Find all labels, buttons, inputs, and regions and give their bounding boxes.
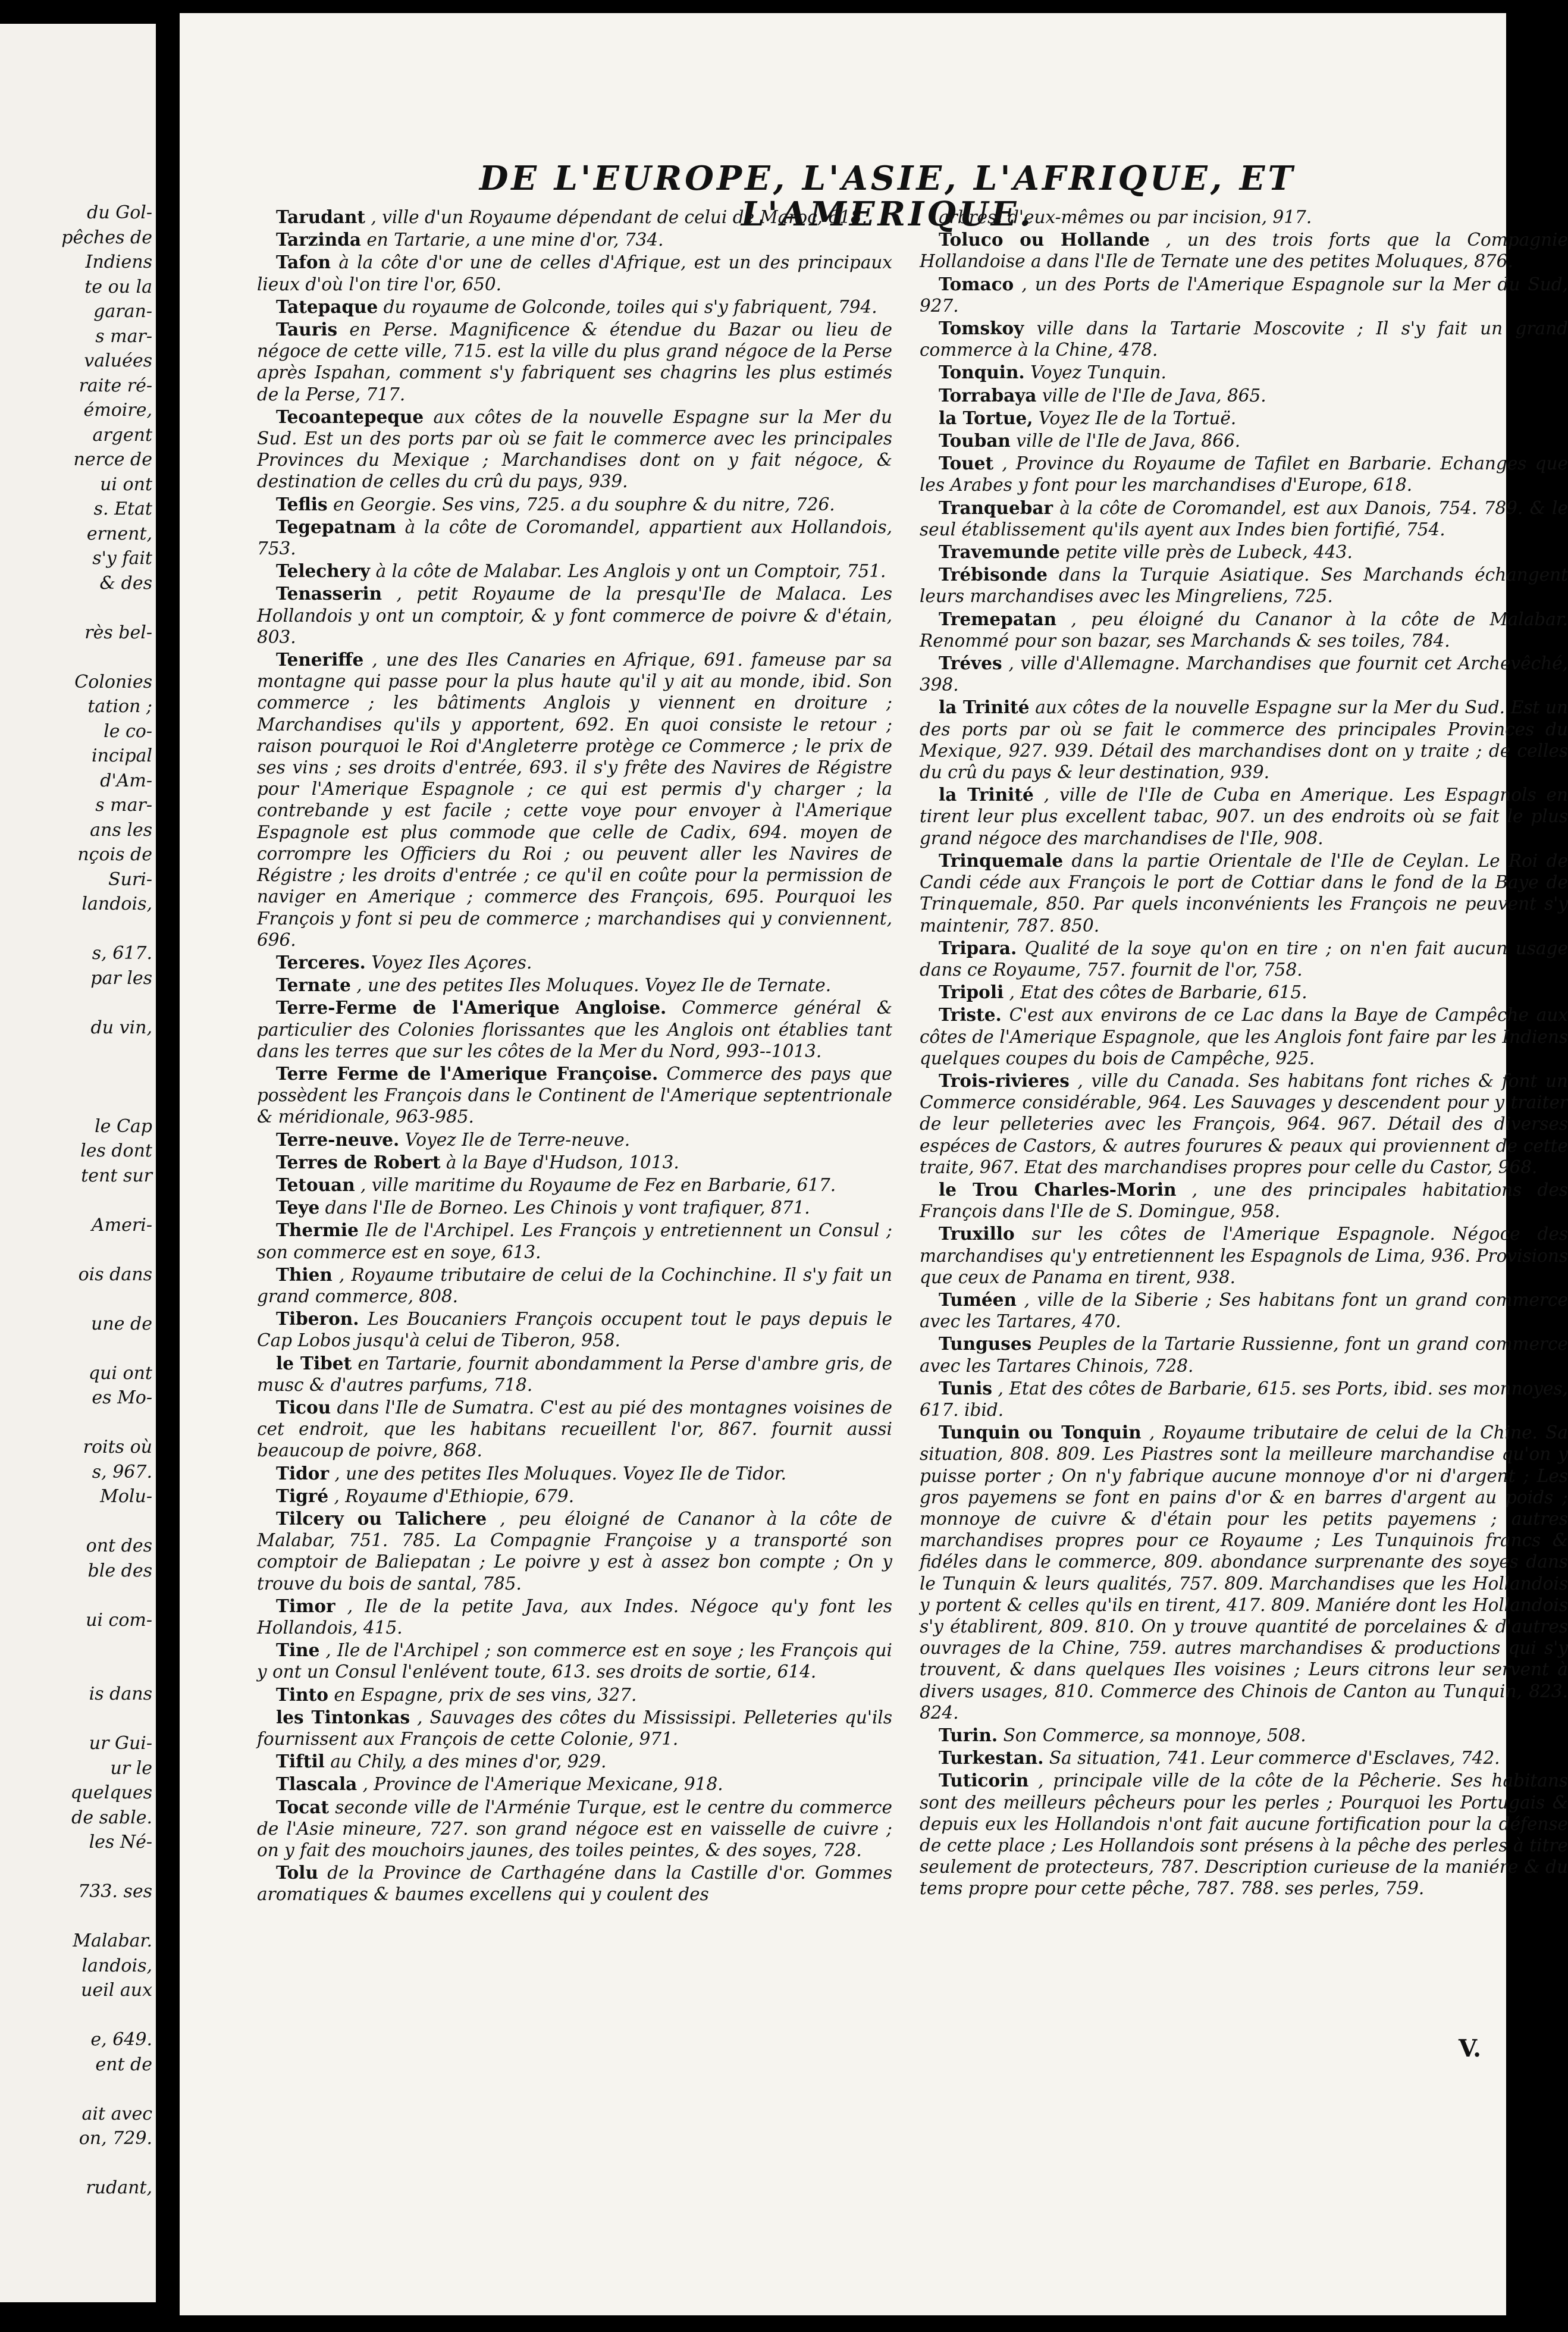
entry-headword: Tunis bbox=[939, 1377, 992, 1399]
fragment-line: émoire, bbox=[83, 400, 152, 421]
entry-text: Voyez Ile de la Tortuë. bbox=[1038, 408, 1237, 428]
entry-text: , ville de la Siberie ; Ses habitans font un grand commerce avec les Tartares, 470. bbox=[920, 1289, 1568, 1332]
entry-headword: Teflis bbox=[276, 493, 328, 515]
index-entry bbox=[920, 982, 1568, 1003]
fragment-line: ent de bbox=[95, 2054, 152, 2075]
entry-headword: Thien bbox=[276, 1264, 333, 1285]
entry-text: C'est aux environs de ce Lac dans la Baye de Campêche aux côtes de l'Amerique Espagnole, que les Anglois font faire par les Indiens quelques coupes du bois de Campêche, 925. bbox=[920, 1005, 1568, 1068]
entry-headword: Tauris bbox=[276, 319, 338, 340]
entry-text: en Perse. Magnificence & étendue du Bazar ou lieu de négoce de cette ville, 715. est la ville du plus grand négoce de la Perse après Ispahan, comment s'y fabriquent ses chagrins les plus estimés de la Perse, 717. bbox=[257, 319, 892, 405]
entry-headword: Tunquin ou Tonquin bbox=[939, 1422, 1141, 1443]
entry-text: , Province de l'Amerique Mexicane, 918. bbox=[362, 1774, 723, 1795]
index-entry bbox=[257, 1508, 892, 1594]
left-column bbox=[257, 206, 892, 1907]
entry-text: , ville de l'Ile de Cuba en Amerique. Les Espagnols en tirent leur plus excellent tabac, 907. un des endroits où se fait le plus grand négoce des marchandises de l'Ile, 908. bbox=[920, 785, 1568, 848]
entry-text: ville dans la Tartarie Moscovite ; Il s'y fait un grand commerce à la Chine, 478. bbox=[920, 318, 1568, 361]
fragment-line: landois, bbox=[81, 1955, 152, 1976]
fragment-line: ueil aux bbox=[81, 1980, 152, 2001]
entry-headword: Terceres. bbox=[276, 951, 366, 973]
entry-text: Voyez Iles Açores. bbox=[371, 952, 532, 973]
fragment-line: ait avec bbox=[81, 2103, 152, 2124]
index-entry bbox=[920, 497, 1568, 540]
entry-text: , Province du Royaume de Tafilet en Barbarie. Echanges que les Arabes y font pour les marchandises d'Europe, 618. bbox=[920, 453, 1568, 496]
index-entry bbox=[920, 1179, 1568, 1222]
entry-headword: Timor bbox=[276, 1595, 335, 1616]
entry-text: , Etat des côtes de Barbarie, 615. bbox=[1009, 982, 1307, 1003]
catchword: V. bbox=[1459, 2035, 1481, 2063]
fragment-line: les Né- bbox=[89, 1832, 152, 1853]
index-entry bbox=[920, 1725, 1568, 1746]
entry-text: , Etat des côtes de Barbarie, 615. ses Ports, ibid. ses monnoyes, 617. ibid. bbox=[920, 1378, 1568, 1420]
index-entry bbox=[920, 385, 1568, 406]
fragment-line: incipal bbox=[92, 745, 152, 766]
fragment-line: tation ; bbox=[87, 696, 152, 717]
entry-headword: le Tibet bbox=[276, 1352, 352, 1374]
entry-headword: Tidor bbox=[276, 1462, 330, 1484]
fragment-line: Suri- bbox=[108, 869, 152, 890]
entry-text: aux côtes de la nouvelle Espagne sur la Mer du Sud. Est un des ports par où se fait le commerce des principales Provinces du Mexique, 927. 939. Détail des marchandises dont on y traite ; de celles du crû du pays & leur destination, 939. bbox=[920, 697, 1568, 783]
entry-text: à la côte de Coromandel, est aux Danois, 754. 789. & le seul établissement qu'ils ayent aux Indes bien fortifié, 754. bbox=[920, 497, 1568, 540]
fragment-line: d'Am- bbox=[100, 770, 152, 791]
entry-headword: Tranquebar bbox=[939, 497, 1053, 518]
index-entry bbox=[920, 1004, 1568, 1069]
index-entry bbox=[920, 1070, 1568, 1178]
index-entry bbox=[257, 1264, 892, 1307]
entry-text: , une des Iles Canaries en Afrique, 691. fameuse par sa montagne qui passe pour la plus haute qu'il y ait au monde, ibid. Son commerce ; les bâtiments Anglois y viennent en droiture ; Marchandises qu'ils y apportent, 692. En quoi consiste le retour ; raison pourquoi le Roi d'Angleterre protège ce Commerce ; le prix de ses vins ; ses droits d'entrée, 693. il s'y frête des Navires de Régistre pour l'Amerique Espagnole ; ce qui est permis d'y charger ; la contrebande y est facile ; cette voye pour envoyer à l'Amerique Espagnole est plus commode que celle de Cadix, 694. moyen de corrompre les Officiers du Roi ; ou peuvent aller les Navires de Régistre ; les droits d'entrée ; ce qu'il en coûte pour la permission de naviger en Amerique ; commerce des François, 695. Pourquoi les François y font si peu de commerce ; marchandises qui y conviennent, 696. bbox=[257, 650, 892, 950]
fragment-line: Ameri- bbox=[92, 1214, 152, 1236]
entry-headword: Terre Ferme de l'Amerique Françoise. bbox=[276, 1062, 658, 1084]
entry-headword: Touban bbox=[939, 430, 1011, 452]
index-entry bbox=[920, 408, 1568, 429]
fragment-line: du Gol- bbox=[87, 202, 152, 223]
index-entry bbox=[920, 430, 1568, 452]
fragment-line: du vin, bbox=[90, 1017, 152, 1038]
entry-text: en Georgie. Ses vins, 725. a du souphre & du nitre, 726. bbox=[333, 494, 835, 515]
entry-text: , ville d'Allemagne. Marchandises que fournit cet Archevêché, 398. bbox=[920, 653, 1568, 695]
entry-headword: Triste. bbox=[939, 1004, 1002, 1026]
entry-headword: Tripara. bbox=[939, 937, 1017, 958]
entry-text: , Royaume tributaire de celui de la Chine. Sa situation, 808. 809. Les Piastres sont la meilleure marchandise qu'on y puisse porter ; On n'y fabrique aucune monnoye d'or ni d'argent ; Les gros payemens se font en pains d'or & en barres d'argent au poids ; monnoye de cuivre & d'étain pour les petits payemens ; autres marchandises propres pour ce Royaume ; Les Tunquinois francs & fidéles dans le commerce, 809. abondance surprenante des soyes dans le Tunquin & leurs qualités, 757. 809. Marchandises que les Hollandois y portent & celles qu'ils en tirent, 417. 809. Maniére dont les Hollandois s'y établirent, 809. 810. On y trouve quantité de porcelaines & d'autres ouvrages de la Chine, 759. autres marchandises & productions qui s'y trouvent, & dans quelques Iles voisines ; Leurs citrons leur servent à divers usages, 810. Commerce des Chinois de Canton au Tunquin, 823. 824. bbox=[920, 1422, 1568, 1723]
entry-headword: Touet bbox=[939, 453, 994, 474]
entry-headword: Travemunde bbox=[939, 541, 1060, 563]
entry-text: en Tartarie, a une mine d'or, 734. bbox=[366, 230, 664, 250]
fragment-line: ernent, bbox=[86, 523, 152, 544]
fragment-line: ur Gui- bbox=[89, 1733, 152, 1754]
entry-headword: Tocat bbox=[276, 1796, 329, 1817]
entry-headword: Tonquin. bbox=[939, 362, 1025, 383]
entry-headword: Tarudant bbox=[276, 206, 366, 227]
fragment-line: ui com- bbox=[86, 1609, 152, 1631]
entry-text: de la Province de Carthagéne dans la Castille d'or. Gommes aromatiques & baumes excellens qui y coulent des bbox=[257, 1863, 892, 1905]
entry-headword: les Tintonkas bbox=[276, 1706, 410, 1728]
entry-headword: Truxillo bbox=[939, 1223, 1015, 1245]
index-entry bbox=[257, 1640, 892, 1682]
entry-headword: Tigré bbox=[276, 1485, 329, 1506]
index-entry bbox=[257, 516, 892, 559]
index-entry bbox=[257, 1797, 892, 1861]
fragment-line: ui ont bbox=[100, 474, 152, 495]
index-entry bbox=[920, 784, 1568, 849]
entry-headword: Tuticorin bbox=[939, 1770, 1029, 1791]
fragment-line: ble des bbox=[87, 1560, 152, 1581]
fragment-line: tent sur bbox=[81, 1165, 152, 1186]
fragment-line: s. Etat bbox=[93, 499, 152, 519]
fragment-line: s mar- bbox=[95, 795, 152, 816]
index-entry bbox=[257, 1751, 892, 1772]
entry-headword: Tiberon. bbox=[276, 1308, 359, 1330]
fragment-line: & des bbox=[99, 572, 152, 594]
entry-text: , une des petites Iles Moluques. Voyez Ile de Tidor. bbox=[334, 1463, 787, 1484]
fragment-line: les dont bbox=[80, 1140, 152, 1161]
fragment-line: s, 967. bbox=[92, 1461, 152, 1482]
index-entry bbox=[257, 1773, 892, 1795]
index-entry bbox=[920, 1333, 1568, 1376]
entry-text: , ville maritime du Royaume de Fez en Barbarie, 617. bbox=[360, 1174, 836, 1195]
entry-text: dans la Turquie Asiatique. Ses Marchands échangent leurs marchandises avec les Mingreliens, 725. bbox=[920, 565, 1568, 607]
entry-text: en Espagne, prix de ses vins, 327. bbox=[334, 1684, 637, 1705]
index-entry bbox=[257, 1463, 892, 1484]
fragment-line: ans les bbox=[90, 819, 152, 841]
entry-text: , Ile de la petite Java, aux Indes. Négoce qu'y font les Hollandois, 415. bbox=[257, 1596, 892, 1638]
entry-headword: Torrabaya bbox=[939, 384, 1037, 406]
entry-headword: le Trou Charles-Morin bbox=[939, 1178, 1177, 1200]
entry-text: Voyez Ile de Terre-neuve. bbox=[404, 1129, 631, 1150]
entry-text: petite ville près de Lubeck, 443. bbox=[1065, 542, 1353, 563]
fragment-line: s, 617. bbox=[92, 943, 152, 964]
index-entry bbox=[920, 1378, 1568, 1421]
entry-headword: Tinto bbox=[276, 1684, 328, 1705]
entry-text: ville de l'Ile de Java, 866. bbox=[1016, 431, 1241, 452]
index-entry bbox=[920, 1422, 1568, 1723]
entry-text: dans l'Ile de Borneo. Les Chinois y vont trafiquer, 871. bbox=[325, 1198, 810, 1218]
entry-text: Qualité de la soye qu'on en tire ; on n'en fait aucun usage dans ce Royaume, 757. fournit de l'or, 758. bbox=[920, 938, 1568, 980]
entry-headword: Tecoantepeque bbox=[276, 406, 424, 427]
index-entry bbox=[257, 1596, 892, 1638]
index-entry bbox=[920, 609, 1568, 651]
index-entry bbox=[257, 296, 892, 318]
fragment-line: une de bbox=[91, 1313, 152, 1334]
entry-text: seconde ville de l'Arménie Turque, est le centre du commerce de l'Asie mineure, 727. son grand négoce est en vaisselle de cuivre ; on y fait des mouchoirs jaunes, des toiles peintes, & des soyes, 728. bbox=[257, 1797, 892, 1861]
document-page bbox=[180, 13, 1568, 2315]
index-entry bbox=[257, 1152, 892, 1173]
entry-headword: Tomskoy bbox=[939, 318, 1024, 339]
facing-page-fragment bbox=[0, 24, 156, 2302]
fragment-line: valuées bbox=[84, 350, 152, 371]
entry-headword: Trébisonde bbox=[939, 564, 1048, 585]
index-entry bbox=[257, 1220, 892, 1262]
entry-text: à la côte de Coromandel, appartient aux Hollandois, 753. bbox=[257, 516, 892, 559]
index-entry bbox=[257, 1063, 892, 1128]
fragment-line: ont des bbox=[86, 1535, 152, 1556]
index-entry bbox=[257, 952, 892, 973]
index-entry bbox=[257, 1129, 892, 1151]
index-entry bbox=[920, 1747, 1568, 1769]
fragment-line: landois, bbox=[81, 894, 152, 914]
entry-headword: Terre-Ferme de l'Amerique Angloise. bbox=[276, 997, 667, 1018]
index-entry bbox=[920, 229, 1568, 272]
entry-headword: Teye bbox=[276, 1197, 320, 1218]
fragment-line: raite ré- bbox=[79, 375, 152, 396]
fragment-line: le Cap bbox=[95, 1115, 152, 1137]
entry-headword: Telechery bbox=[276, 560, 371, 582]
fragment-line: quelques bbox=[70, 1782, 152, 1803]
fragment-line: Molu- bbox=[100, 1486, 152, 1507]
index-entry bbox=[257, 406, 892, 493]
index-entry bbox=[257, 997, 892, 1062]
entry-headword: Tiftil bbox=[276, 1751, 325, 1772]
index-entry bbox=[257, 583, 892, 648]
fragment-line: e, 649. bbox=[90, 2029, 152, 2050]
entry-headword: la Trinité bbox=[939, 697, 1030, 718]
fragment-line: s mar- bbox=[95, 325, 152, 347]
index-entry bbox=[920, 850, 1568, 936]
entry-headword: Tenasserin bbox=[276, 583, 382, 604]
entry-text: , principale ville de la côte de la Pêcherie. Ses habitans sont des meilleurs pêcheurs pour les perles ; Pourquoi les Portugais & depuis eux les Hollandois n'ont fait aucune fortification pour la défense de cette place ; Les Hollandois sont présens à la pêche des perles à titre seulement de protecteurs, 787. Description curieuse de la maniére & du tems propre pour cette pêche, 787. 788. ses perles, 759. bbox=[920, 1770, 1568, 1899]
entry-headword: Tunguses bbox=[939, 1333, 1032, 1355]
entry-text: en Tartarie, fournit abondamment la Perse d'ambre gris, de musc & d'autres parfums, 718. bbox=[257, 1353, 893, 1395]
fragment-line: qui ont bbox=[88, 1362, 152, 1384]
index-entry bbox=[920, 938, 1568, 980]
fragment-line: is dans bbox=[89, 1684, 152, 1704]
entry-headword: Turkestan. bbox=[939, 1747, 1044, 1769]
index-entry bbox=[257, 1707, 892, 1750]
fragment-line: ois dans bbox=[78, 1264, 152, 1285]
entry-headword: Tine bbox=[276, 1640, 320, 1661]
entry-headword: la Trinité bbox=[939, 784, 1034, 805]
entry-text: ville de l'Ile de Java, 865. bbox=[1042, 385, 1266, 406]
fragment-line: Indiens bbox=[85, 252, 152, 272]
index-entry bbox=[257, 1397, 892, 1462]
entry-headword: Tolu bbox=[276, 1862, 318, 1883]
fragment-line: s'y fait bbox=[92, 548, 152, 569]
entry-headword: Tilcery ou Talichere bbox=[276, 1507, 487, 1529]
index-entry bbox=[257, 1197, 892, 1218]
fragment-line: 733. ses bbox=[78, 1881, 152, 1902]
index-entry bbox=[257, 560, 892, 582]
entry-headword: la Tortue, bbox=[939, 407, 1033, 428]
index-entry bbox=[920, 206, 1568, 228]
fragment-line: nerce de bbox=[73, 449, 152, 470]
index-entry bbox=[257, 319, 892, 405]
index-entry bbox=[257, 206, 892, 228]
entry-headword: Ticou bbox=[276, 1396, 331, 1418]
index-entry bbox=[257, 494, 892, 515]
index-entry bbox=[920, 362, 1568, 383]
index-entry bbox=[257, 1684, 892, 1706]
index-entry bbox=[257, 252, 892, 294]
entry-text: , une des principales habitations des François dans l'Ile de S. Domingue, 958. bbox=[920, 1179, 1568, 1222]
running-title: DE L'EUROPE, L'ASIE, L'AFRIQUE, ET L'AMERIQUE. bbox=[479, 159, 1296, 234]
entry-text: , peu éloigné de Cananor à la côte de Malabar, 751. 785. La Compagnie Françoise y a transporté son comptoir de Baliepatan ; Le poivre y est à assez bon compte ; On y trouve du bois de santal, 785. bbox=[257, 1508, 892, 1594]
entry-text: Commerce général & particulier des Colonies florissantes que les Anglois ont établies tant dans les terres que sur les côtes de la Mer du Nord, 993--1013. bbox=[257, 998, 892, 1061]
page-gutter bbox=[156, 0, 180, 2332]
entry-headword: Tarzinda bbox=[276, 229, 361, 250]
index-entry bbox=[257, 974, 892, 996]
entry-headword: Tuméen bbox=[939, 1289, 1017, 1310]
entry-headword: Tripoli bbox=[939, 982, 1004, 1003]
entry-headword: Tréves bbox=[939, 653, 1002, 674]
entry-headword: Tatepaque bbox=[276, 296, 378, 317]
fragment-line: te ou la bbox=[84, 276, 152, 297]
entry-text: , Royaume tributaire de celui de la Cochinchine. Il s'y fait un grand commerce, 808. bbox=[257, 1264, 892, 1306]
entry-text: à la Baye d'Hudson, 1013. bbox=[446, 1152, 679, 1173]
entry-text: , ville du Canada. Ses habitans font riches & font un Commerce considérable, 964. Les Sauvages y descendent pour y traiter de leur pelleteries avec les François, 964. 967. Détail des diverses espéces de Castors, & autres fourures & peaux qui proviennent de cette traite, 967. Etat des marchandises propres pour celle du Castor, 968. bbox=[920, 1070, 1568, 1177]
entry-headword: Teneriffe bbox=[276, 649, 364, 670]
entry-text: Son Commerce, sa monnoye, 508. bbox=[1003, 1725, 1306, 1746]
entry-text: , Royaume d'Ethiopie, 679. bbox=[334, 1485, 575, 1506]
index-entry bbox=[257, 1353, 892, 1396]
index-entry bbox=[920, 318, 1568, 361]
fragment-line: de sable. bbox=[71, 1807, 152, 1828]
entry-headword: Trois-rivieres bbox=[939, 1070, 1070, 1091]
right-column bbox=[920, 206, 1568, 1901]
fragment-line: pêches de bbox=[61, 227, 152, 248]
entry-headword: Tetouan bbox=[276, 1174, 355, 1195]
index-entry bbox=[920, 1770, 1568, 1899]
index-entry bbox=[257, 229, 892, 250]
index-entry bbox=[920, 274, 1568, 316]
entry-text: Voyez Tunquin. bbox=[1030, 362, 1166, 383]
index-entry bbox=[920, 1289, 1568, 1332]
entry-text: , un des trois forts que la Compagnie Hollandoise a dans l'Ile de Ternate une des petites Moluques, 876. bbox=[920, 230, 1568, 272]
fragment-line: Malabar. bbox=[73, 1930, 152, 1951]
entry-text: arbres, d'eux-mêmes ou par incision, 917. bbox=[939, 207, 1312, 227]
fragment-line: le co- bbox=[104, 720, 152, 742]
index-entry bbox=[257, 1485, 892, 1507]
entry-text: aux côtes de la nouvelle Espagne sur la Mer du Sud. Est un des ports par où se fait le commerce avec les principales Provinces du Mexique ; Marchandises dont on y fait négoce, & destination de celles du crû du pays, 939. bbox=[257, 406, 892, 492]
entry-text: Sa situation, 741. Leur commerce d'Esclaves, 742. bbox=[1049, 1748, 1500, 1769]
entry-headword: Tomaco bbox=[939, 273, 1014, 294]
fragment-line: ur le bbox=[110, 1757, 152, 1779]
fragment-line: garan- bbox=[93, 301, 152, 322]
entry-headword: Ternate bbox=[276, 974, 351, 996]
entry-headword: Tremepatan bbox=[939, 608, 1057, 629]
index-entry bbox=[920, 697, 1568, 783]
entry-text: à la côte de Malabar. Les Anglois y ont un Comptoir, 751. bbox=[375, 561, 886, 582]
entry-text: Commerce des pays que possèdent les François dans le Continent de l'Amerique septentrionale & méridionale, 963-985. bbox=[257, 1063, 892, 1127]
fragment-line: argent bbox=[92, 424, 152, 446]
index-entry bbox=[920, 453, 1568, 496]
entry-headword: Toluco ou Hollande bbox=[939, 229, 1150, 250]
fragment-line: par les bbox=[90, 967, 152, 989]
entry-text: , une des petites Iles Moluques. Voyez Ile de Ternate. bbox=[356, 975, 832, 996]
entry-headword: Terre-neuve. bbox=[276, 1129, 400, 1150]
fragment-line: roits où bbox=[83, 1437, 152, 1458]
entry-text: dans la partie Orientale de l'Ile de Ceylan. Le Roi de Candi céde aux François le port de Cottiar dans le fond de la Baye de Trinquemale, 850. Par quels inconvénients les François ne peuvent s'y maintenir, 787. 850. bbox=[920, 850, 1568, 936]
fragment-line: es Mo- bbox=[92, 1387, 152, 1408]
entry-text: , peu éloigné du Cananor à la côte de Malabar. Renommé pour son bazar, ses Marchands & ses toiles, 784. bbox=[920, 609, 1568, 651]
entry-headword: Turin. bbox=[939, 1725, 998, 1746]
entry-text: , petit Royaume de la presqu'Ile de Malaca. Les Hollandois y ont un comptoir, & y font commerce de poivre & d'étain, 803. bbox=[257, 584, 892, 647]
fragment-line: rès bel- bbox=[84, 622, 152, 643]
entry-headword: Tafon bbox=[276, 252, 331, 273]
entry-text: Ile de l'Archipel. Les François y entretiennent un Consul ; son commerce est en soye, 613. bbox=[257, 1220, 892, 1262]
entry-headword: Tegepatnam bbox=[276, 516, 396, 537]
entry-text: , Sauvages des côtes du Mississipi. Pelleteries qu'ils fournissent aux François de cette Colonie, 971. bbox=[257, 1707, 893, 1750]
fragment-line: nçois de bbox=[77, 844, 152, 865]
index-entry bbox=[257, 1174, 892, 1196]
index-entry bbox=[920, 541, 1568, 563]
entry-headword: Thermie bbox=[276, 1220, 359, 1241]
entry-text: , ville d'un Royaume dépendant de celui de Maroc, 618. bbox=[371, 207, 868, 227]
entry-text: Les Boucaniers François occupent tout le pays depuis le Cap Lobos jusqu'à celui de Tiberon, 958. bbox=[257, 1309, 892, 1351]
entry-text: à la côte d'or une de celles d'Afrique, est un des principaux lieux d'où l'on tire l'or, 650. bbox=[257, 252, 892, 294]
entry-headword: Terres de Robert bbox=[276, 1151, 441, 1173]
index-entry bbox=[920, 653, 1568, 695]
fragment-line: Colonies bbox=[74, 671, 152, 692]
entry-headword: Trinquemale bbox=[939, 850, 1064, 871]
entry-text: au Chily, a des mines d'or, 929. bbox=[330, 1751, 607, 1772]
entry-headword: Tlascala bbox=[276, 1773, 357, 1795]
entry-text: , un des Ports de l'Amerique Espagnole sur la Mer du Sud, 927. bbox=[920, 274, 1568, 316]
index-entry bbox=[920, 564, 1568, 607]
index-entry bbox=[257, 649, 892, 951]
index-entry bbox=[920, 1223, 1568, 1288]
fragment-line: on, 729. bbox=[79, 2128, 152, 2149]
index-entry bbox=[257, 1862, 892, 1905]
entry-text: du royaume de Golconde, toiles qui s'y fabriquent, 794. bbox=[383, 296, 877, 317]
entry-text: , Ile de l'Archipel ; son commerce est en soye ; les François qui y ont un Consul l'enlévent toute, 613. ses droits de sortie, 614. bbox=[257, 1640, 892, 1682]
fragment-line: rudant, bbox=[86, 2177, 152, 2198]
entry-text: sur les côtes de l'Amerique Espagnole. Négoce des marchandises qu'y entretiennent les Espagnols de Lima, 936. Provisions que ceux de Panama en tirent, 938. bbox=[920, 1224, 1568, 1287]
index-entry bbox=[257, 1308, 892, 1351]
entry-text: Peuples de la Tartarie Russienne, font un grand commerce avec les Tartares Chinois, 728. bbox=[920, 1334, 1568, 1376]
entry-text: dans l'Ile de Sumatra. C'est au pié des montagnes voisines de cet endroit, que les habitans recueillent l'or, 867. fournit aussi beaucoup de poivre, 868. bbox=[257, 1397, 892, 1461]
